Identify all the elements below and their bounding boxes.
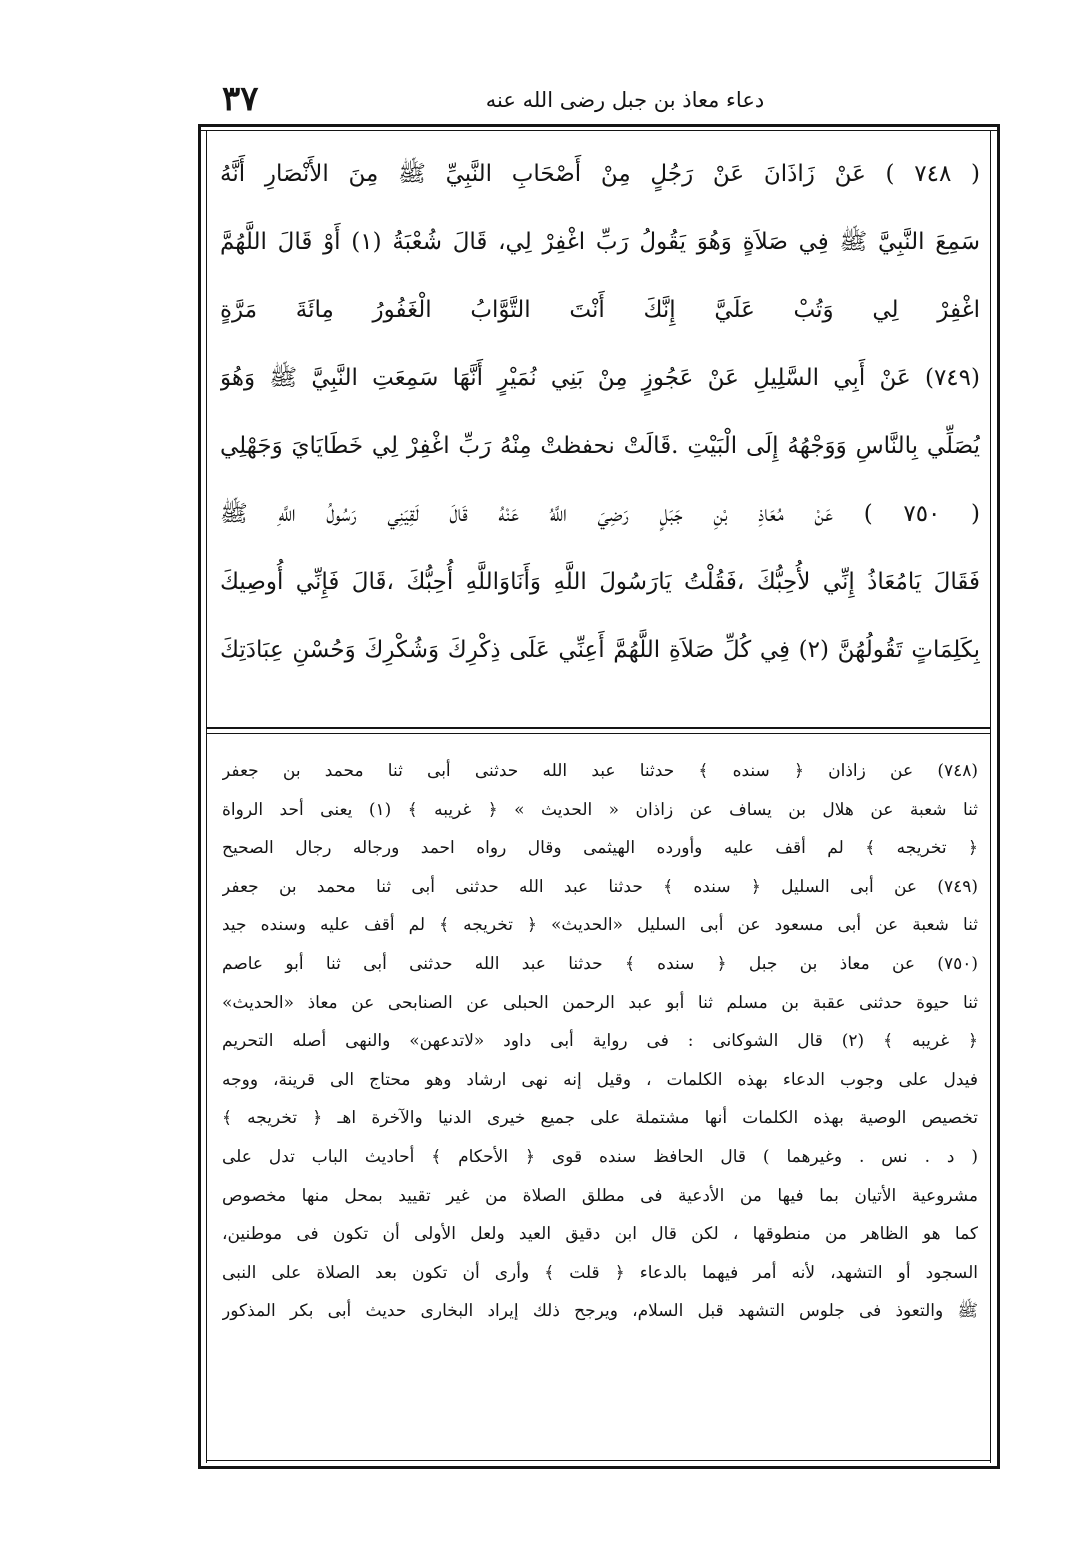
running-title: دعاء معاذ بن جبل رضى الله عنه xyxy=(485,88,765,112)
note-line: ثنا حيوة حدثنى عقبة بن مسلم ثنا أبو عبد الرحمن الحبلى عن الصنابحى عن معاذ «الحديث» xyxy=(222,992,978,1013)
note-line: فيدل على وجوب الدعاء بهذه الكلمات ، وقيل إنه نهى ارشاد وهو محتاج الى قرينة، ووجه xyxy=(222,1069,978,1090)
hadith-line: (٧٤٩) عَنْ أَبِي السَّلِيلِ عَنْ عَجُوزٍ مِنْ بَنِي نُمَيْرٍ أَنَّهَا سَمِعَتِ النَّبِيَّ ﷺ وَهُوَ xyxy=(220,365,980,391)
note-line: (٧٤٨) عن زاذان ﴿ سنده ﴾ حدثنا عبد الله حدثنى أبى ثنا محمد بن جعفر xyxy=(222,761,978,781)
frame-right-rule xyxy=(997,124,1000,1469)
section-divider-inner xyxy=(206,733,991,734)
hadith-line: ( ٧٤٨ ) عَنْ زَاذَانَ عَنْ رَجُلٍ مِنْ أَصْحَابِ النَّبِيِّ ﷺ مِنَ الأَنْصَارِ أَنَّهُ xyxy=(220,161,980,187)
frame-top-inner-rule xyxy=(200,130,1000,131)
frame-right-inner-rule xyxy=(990,130,991,1463)
hadith-line: فَقَالَ يَامُعَاذُ إِنِّي لأُحِبُّكَ ،فَقُلْتُ يَارَسُولَ اللَّهِ وَأَنَاوَاللَّهِ أُحِبُّكَ ،قَالَ فَإِنِّي أُوصِيكَ xyxy=(220,569,980,595)
section-divider xyxy=(206,727,991,729)
note-line: ﴿ غريبه ﴾ (٢) قال الشوكانى : فى رواية أبى داود «لاتدعهن» والنهى أصله التحريم xyxy=(222,1031,978,1052)
hadith-line: اغْفِرْ لِي وَتُبْ عَلَيَّ إِنَّكَ أَنْتَ التَّوَّابُ الْغَفُورُ مِائَةَ مَرَّةٍ xyxy=(220,297,980,323)
note-line: مشروعية الأتيان بما فيها من الأدعية فى مطلق الصلاة من غير تقييد بمحل منها مخصوص xyxy=(222,1185,978,1206)
hadith-line: يُصَلِّي بِالنَّاسِ وَوَجْهُهُ إِلَى الْبَيْتِ .قَالَتْ نحفظتْ مِنْهُ رَبِّ اغْفِرْ لِي خَطَايَايَ وَجَهْلِي xyxy=(220,433,980,459)
note-line: السجود أو التشهد، لأنه أمر فيهما بالدعاء ﴿ قلت ﴾ وأرى أن تكون بعد الصلاة على النبى xyxy=(222,1262,978,1283)
frame-left-rule xyxy=(198,124,201,1469)
note-line: تخصيص الوصية بهذه الكلمات أنها مشتملة على جميع خيرى الدنيا والآخرة اهـ ﴿ تخريجه ﴾ xyxy=(222,1108,978,1129)
note-line: ( د . نس . وغيرهما ) قال الحافظ سنده قوى ﴿ الأحكام ﴾ أحاديث الباب تدل على xyxy=(222,1146,978,1167)
frame-left-inner-rule xyxy=(206,130,207,1463)
hadith-line: سَمِعَ النَّبِيَّ ﷺ فِي صَلاَةٍ وَهُوَ يَقُولُ رَبِّ اغْفِرْ لِي، قَالَ شُعْبَةُ (١) أَوْ قَالَ اللَّهُمَّ xyxy=(220,229,980,255)
note-line: ثنا شعبة عن أبى مسعود عن أبى السليل «الحديث» ﴿ تخريجه ﴾ لم أقف عليه وسنده جيد xyxy=(222,915,978,936)
page-header xyxy=(200,74,1000,124)
frame-bottom-inner-rule xyxy=(206,1460,991,1461)
note-line: (٧٥٠) عن معاذ بن جبل ﴿ سنده ﴾ حدثنا عبد الله حدثنى أبى ثنا أبو عاصم xyxy=(222,953,978,974)
commentary-notes xyxy=(222,752,978,1331)
hadith-line: بِكَلِمَاتٍ تَقُولُهُنَّ (٢) فِي كُلِّ صَلاَةِ اللَّهُمَّ أَعِنِّي عَلَى ذِكْرِكَ وَشُكْرِكَ وَحُسْنِ عِبَادَتِكَ xyxy=(220,637,980,663)
frame-top-rule xyxy=(200,124,1000,127)
frame-bottom-rule xyxy=(200,1466,1000,1469)
note-line: (٧٤٩) عن أبى السليل ﴿ سنده ﴾ حدثنا عبد الله حدثنى أبى ثنا محمد بن جعفر xyxy=(222,876,978,897)
note-line: ثنا شعبة عن هلال بن يساف عن زاذان « الحديث » ﴿ غريبه ﴾ (١) يعنى أحد الرواة xyxy=(222,799,978,820)
note-line: ﴿ تخريجه ﴾ لم أقف عليه وأورده الهيثمى وقال رواه احمد ورجاله رجال الصحيح xyxy=(222,838,978,859)
page-number: ٣٧ xyxy=(222,79,259,119)
note-line: ﷺ والتعوذ فى جلوس التشهد قبل السلام، ويرجح ذلك إيراد البخارى حديث أبى بكر المذكور xyxy=(222,1301,978,1322)
hadith-line: ( ٧٥٠ ) عَنْ مُعَاذِ بْنِ جَبَلٍ رَضِيَ اللَّهُ عَنْهُ قَالَ لَقِيَنِي رَسُولُ اللَّهِ ﷺ xyxy=(220,501,980,527)
hadith-text xyxy=(220,140,980,684)
note-line: كما هو الظاهر من منطوقها ، لكن قال ابن دقيق العيد ولعل الأولى أن تكون فى موطنين، xyxy=(222,1224,978,1245)
